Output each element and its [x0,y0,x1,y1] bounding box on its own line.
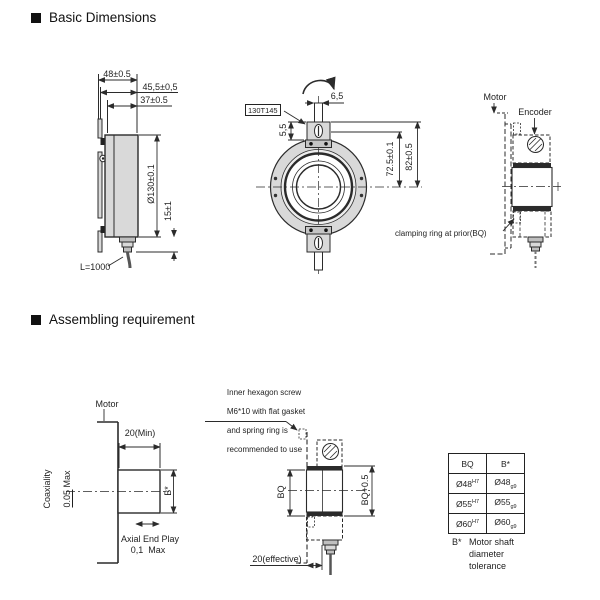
section-title-basic: Basic Dimensions [49,10,157,25]
dim-overall-height: 82±0.5 [404,143,414,171]
dim-bore: BQ [276,485,286,499]
front-view-drawing [256,80,422,274]
dim-bore-plus: BQ+0.5 [360,474,370,506]
cell-b-60: $Ø60_{g9}$ [487,514,525,534]
shaft-tolerance-table [448,453,525,534]
dim-effective-length: 20(effective) [252,554,302,564]
cable-length-label: L=1000 [80,262,111,272]
table-row [449,494,525,514]
model-number-label: 130T145 [245,104,281,116]
motor-label-top: Motor [483,92,507,102]
dim-total-width: 48±0.5 [103,69,131,79]
motor-label-assembly: Motor [95,399,119,409]
footnote-line2: diameter [469,549,505,559]
dim-clamp-height: 72.5±0.1 [385,141,395,177]
table-header-b: B* [487,454,525,474]
dim-gland-height: 15±1 [163,201,173,221]
screw-note-line3: and spring ring is [226,425,288,435]
footnote-prefix: B* [452,537,462,547]
dim-slot-width: 6,5 [330,91,344,101]
dim-front-width: 37±0.5 [140,95,168,105]
section-bullet-basic [31,13,41,23]
table-header-row [449,454,525,474]
table-row [449,514,525,534]
section-title-assembling: Assembling requirement [49,312,195,327]
table-header-bq: BQ [449,454,487,474]
cell-bq-60: $Ø60^{H7}$ [449,514,487,534]
cell-bq-55: $Ø55^{H7}$ [449,494,487,514]
footnote-line3: tolerance [469,561,507,571]
screw-note-line2: M6*10 with flat gasket [226,406,306,416]
footnote-line1: Motor shaft [469,537,515,547]
dim-shaft-diameter: B* [163,486,173,496]
mounted-view-drawing [490,103,561,268]
screw-note-line1: Inner hexagon screw [226,387,302,397]
coaxiality-value: 0.05 [62,489,72,508]
cell-bq-48: $Ø48^{H7}$ [449,474,487,494]
clamping-ring-note: clamping ring at prior(BQ) [395,229,487,238]
table-row [449,474,525,494]
axial-play-value: 0,1 Max [130,545,166,555]
dim-tab-height: 5,5 [278,123,288,137]
cell-b-55: $Ø55_{g9}$ [487,494,525,514]
screw-note-line4: recommended to use [226,444,303,454]
section-bullet-assembling [31,315,41,325]
dim-shaft-length: 20(Min) [124,428,156,438]
cell-b-48: $Ø48_{g9}$ [487,474,525,494]
coaxiality-label: Coaxiality [42,469,52,509]
dim-body-width: 45,5±0,5 [142,82,178,92]
hexagon-screw-note [218,378,305,464]
table-footnote [452,537,515,600]
encoder-label: Encoder [518,107,552,117]
dim-diameter: Ø130±0.1 [146,164,156,204]
coaxiality-suffix: Max [62,470,72,490]
axial-play-label: Axial End Play [120,534,180,544]
coaxiality-note [32,469,82,518]
